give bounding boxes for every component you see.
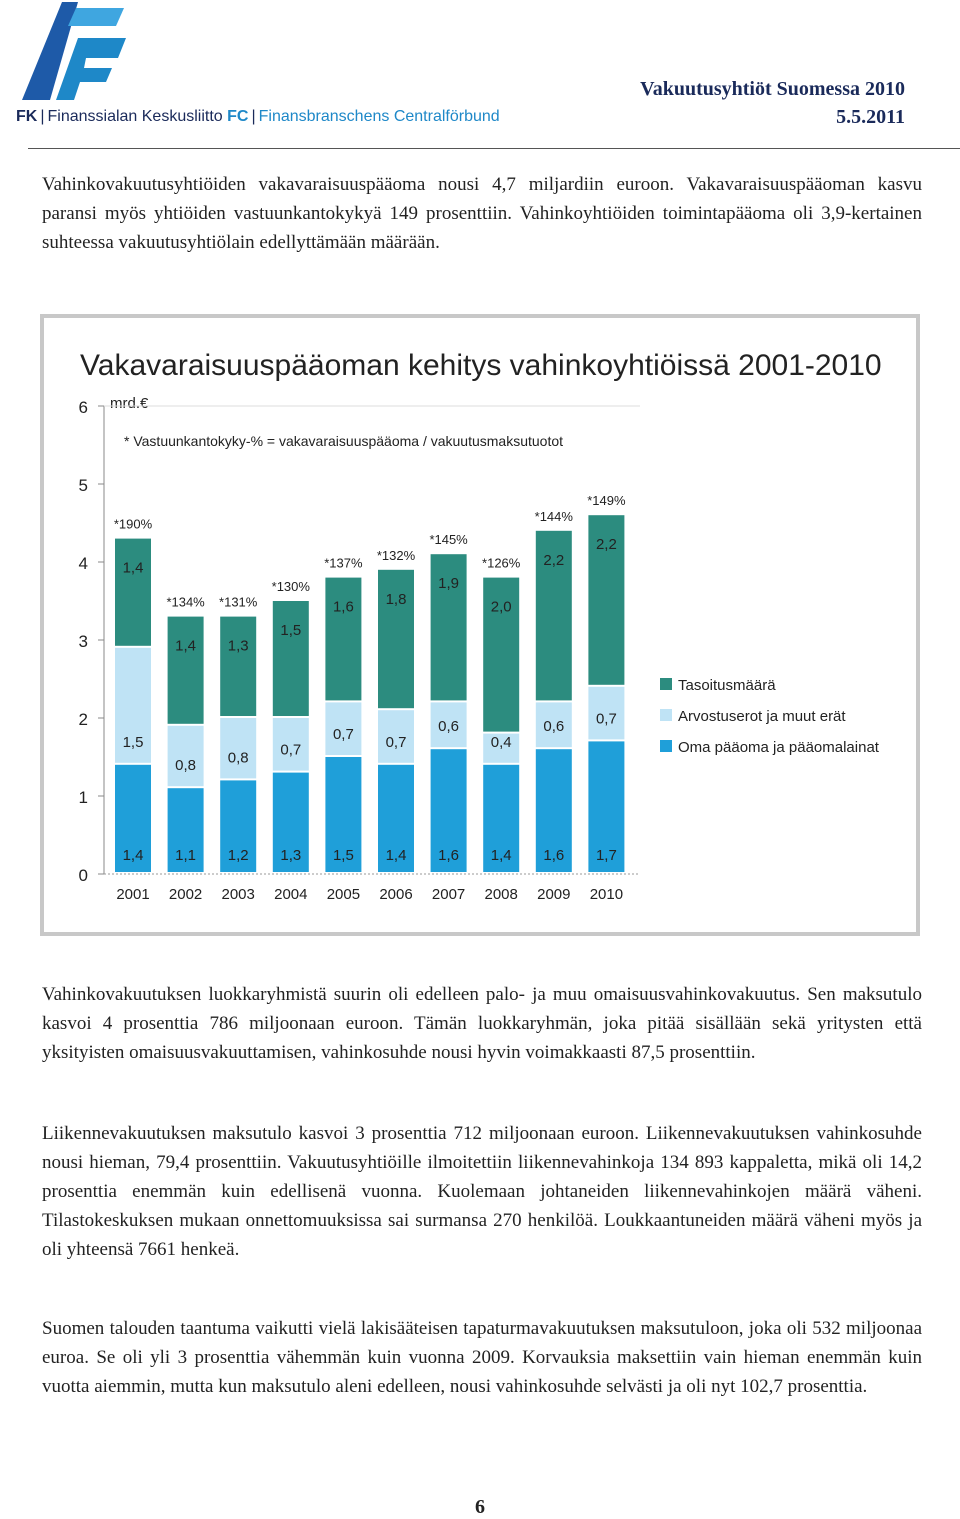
x-tick-label: 2004 xyxy=(274,886,308,903)
y-tick-label: 2 xyxy=(78,710,88,729)
x-tick-label: 2010 xyxy=(589,886,624,903)
x-tick-label: 2003 xyxy=(221,886,255,903)
data-label: 1,3 xyxy=(227,637,249,655)
data-label: 0,6 xyxy=(438,718,460,736)
data-label: 2,2 xyxy=(595,536,617,554)
chart-title: Vakavaraisuuspääoman kehitys vahinkoyhtiöissä 2001-2010 xyxy=(80,349,882,382)
y-tick-label: 1 xyxy=(78,788,88,807)
legend-swatch xyxy=(660,678,672,690)
y-tick-label: 6 xyxy=(78,398,88,417)
body-paragraph-3: Suomen talouden taantuma vaikutti vielä lakisääteisen tapaturmavakuutuksen maksutuloon, joka oli 532 miljoonaa euroa. Se oli yli 3 prosenttia vähemmän kuin vuonna 2009. Korvauksia maksettiin vain hieman enemmän kuin vuotta aiemmin, mutta kun maksutulo aleni edelleen, nousi vahinkosuhde selvästi ja oli nyt 102,7 prosenttia. xyxy=(42,1318,922,1397)
data-label: 0,4 xyxy=(490,733,512,751)
bar-segment xyxy=(168,617,204,724)
data-label: 1,4 xyxy=(122,847,144,864)
data-label: 1,2 xyxy=(227,847,249,864)
x-tick-label: 2006 xyxy=(379,886,413,903)
bar-segment xyxy=(325,578,361,701)
chart-unit: mrd.€ xyxy=(110,395,149,412)
chart-note: * Vastuunkantokyky-% = vakavaraisuuspääoma / vakuutusmaksutuotot xyxy=(124,433,564,449)
publication-title: Vakuutusyhtiöt Suomessa 2010 xyxy=(640,78,905,100)
bar-segment xyxy=(220,617,256,716)
x-tick-label: 2002 xyxy=(168,886,203,903)
y-tick-label: 5 xyxy=(78,476,88,495)
data-label: 2,2 xyxy=(543,551,565,569)
legend-swatch xyxy=(660,709,672,721)
bar-annotation: *134% xyxy=(166,594,205,610)
bar-annotation: *132% xyxy=(376,547,416,563)
bar-annotation: *145% xyxy=(429,532,468,548)
data-label: 0,6 xyxy=(543,718,565,736)
org-fc-name: Finansbranschens Centralförbund xyxy=(258,108,500,125)
data-label: 2,0 xyxy=(490,598,512,616)
data-label: 1,1 xyxy=(175,847,197,864)
data-label: 1,4 xyxy=(385,847,407,864)
legend-swatch xyxy=(660,740,672,752)
x-tick-label: 2008 xyxy=(484,886,518,903)
data-label: 1,4 xyxy=(175,637,197,655)
x-tick-label: 2001 xyxy=(116,886,150,903)
data-label: 0,7 xyxy=(280,741,302,759)
data-label: 1,4 xyxy=(122,559,144,577)
legend-label: Arvostuserot ja muut erät xyxy=(678,708,846,725)
y-tick-label: 3 xyxy=(78,632,88,651)
data-label: 1,8 xyxy=(385,590,407,608)
data-label: 0,7 xyxy=(595,710,617,728)
body-paragraph-2: Liikennevakuutuksen maksutulo kasvoi 3 prosenttia 712 miljoonaan euroon. Liikennevakuutuksen vahinkosuhde nousi hieman, 79,4 prosenttiin. Vakuutusyhtiöille ilmoitettiin liikennevahinkoja 134 893 kappaletta, mikä oli 14,2 prosenttia enemmän kuin edellisenä vuonna. Kuolemaan johtaneiden liikennevahinkojen määrä väheni. Tilastokeskuksen mukaan onnettomuuksissa sai surmansa 270 henkilöä. Loukkaantuneiden määrä väheni myös ja oli yhteensä 7661 henkeä. xyxy=(42,1123,922,1260)
org-fk-abbr: FK xyxy=(16,108,38,125)
data-label: 1,6 xyxy=(438,847,460,864)
x-tick-label: 2005 xyxy=(326,886,361,903)
data-label: 1,3 xyxy=(280,847,302,864)
legend-label: Oma pääoma ja pääomalainat xyxy=(678,739,879,756)
data-label: 1,6 xyxy=(332,598,354,616)
y-tick-label: 0 xyxy=(78,866,88,885)
data-label: 1,6 xyxy=(543,847,565,864)
organization-name: FK | Finanssialan Keskusliitto FC | Finansbranschens Centralförbund xyxy=(16,108,500,125)
data-label: 1,4 xyxy=(490,847,512,864)
data-label: 0,8 xyxy=(227,749,249,767)
bar-annotation: *130% xyxy=(271,579,310,594)
data-label: 0,7 xyxy=(332,726,354,743)
y-tick-label: 4 xyxy=(78,554,88,573)
bar-annotation: *137% xyxy=(324,555,363,571)
legend-label: Tasoitusmäärä xyxy=(678,677,776,694)
header-divider xyxy=(28,148,960,149)
data-label: 1,5 xyxy=(280,622,302,639)
x-tick-label: 2009 xyxy=(537,886,571,903)
data-label: 0,8 xyxy=(175,757,197,775)
capital-chart xyxy=(44,318,916,932)
bar-annotation: *131% xyxy=(219,594,258,610)
data-label: 1,7 xyxy=(595,847,617,864)
bar-annotation: *190% xyxy=(113,516,153,532)
intro-paragraph: Vahinkovakuutusyhtiöiden vakavaraisuuspääoma nousi 4,7 miljardiin euroon. Vakavaraisuuspääoman kasvu paransi myös yhtiöiden vastuunkantokykyä 149 prosenttiin. Vahinkoyhtiöiden toimintapääoma oli 3,9-kertainen suhteessa vakuutusyhtiölain edellyttämään määrään. xyxy=(42,174,922,253)
page-number: 6 xyxy=(475,1496,485,1518)
bar-annotation: *126% xyxy=(482,555,521,571)
fk-logo xyxy=(16,2,128,102)
x-tick-label: 2007 xyxy=(431,886,466,903)
org-fk-name: Finanssialan Keskusliitto xyxy=(47,108,223,125)
data-label: 1,5 xyxy=(122,733,144,751)
data-label: 0,7 xyxy=(385,733,407,751)
bar-annotation: *149% xyxy=(587,493,626,509)
bar-segment xyxy=(220,718,256,778)
bar-segment xyxy=(273,601,309,716)
publication-date: 5.5.2011 xyxy=(836,106,905,128)
data-label: 1,9 xyxy=(438,575,460,593)
chart-frame xyxy=(40,314,920,936)
org-fc-abbr: FC xyxy=(227,108,249,125)
bar-annotation: *144% xyxy=(534,508,573,524)
bar-segment xyxy=(168,726,204,786)
bar-segment xyxy=(115,539,151,646)
body-paragraph-1: Vahinkovakuutuksen luokkaryhmistä suurin oli edelleen palo- ja muu omaisuusvahinkovakuutus. Sen maksutulo kasvoi 4 prosenttia 786 miljoonaan euroon. Tämän luokkaryhmän, joka pitää sisällään sekä yritysten että yksityisten omaisuusvakuuttamisen, vahinkosuhde nousi hyvin voimakkaasti 87,5 prosenttiin. xyxy=(42,984,922,1063)
data-label: 1,5 xyxy=(332,847,354,864)
